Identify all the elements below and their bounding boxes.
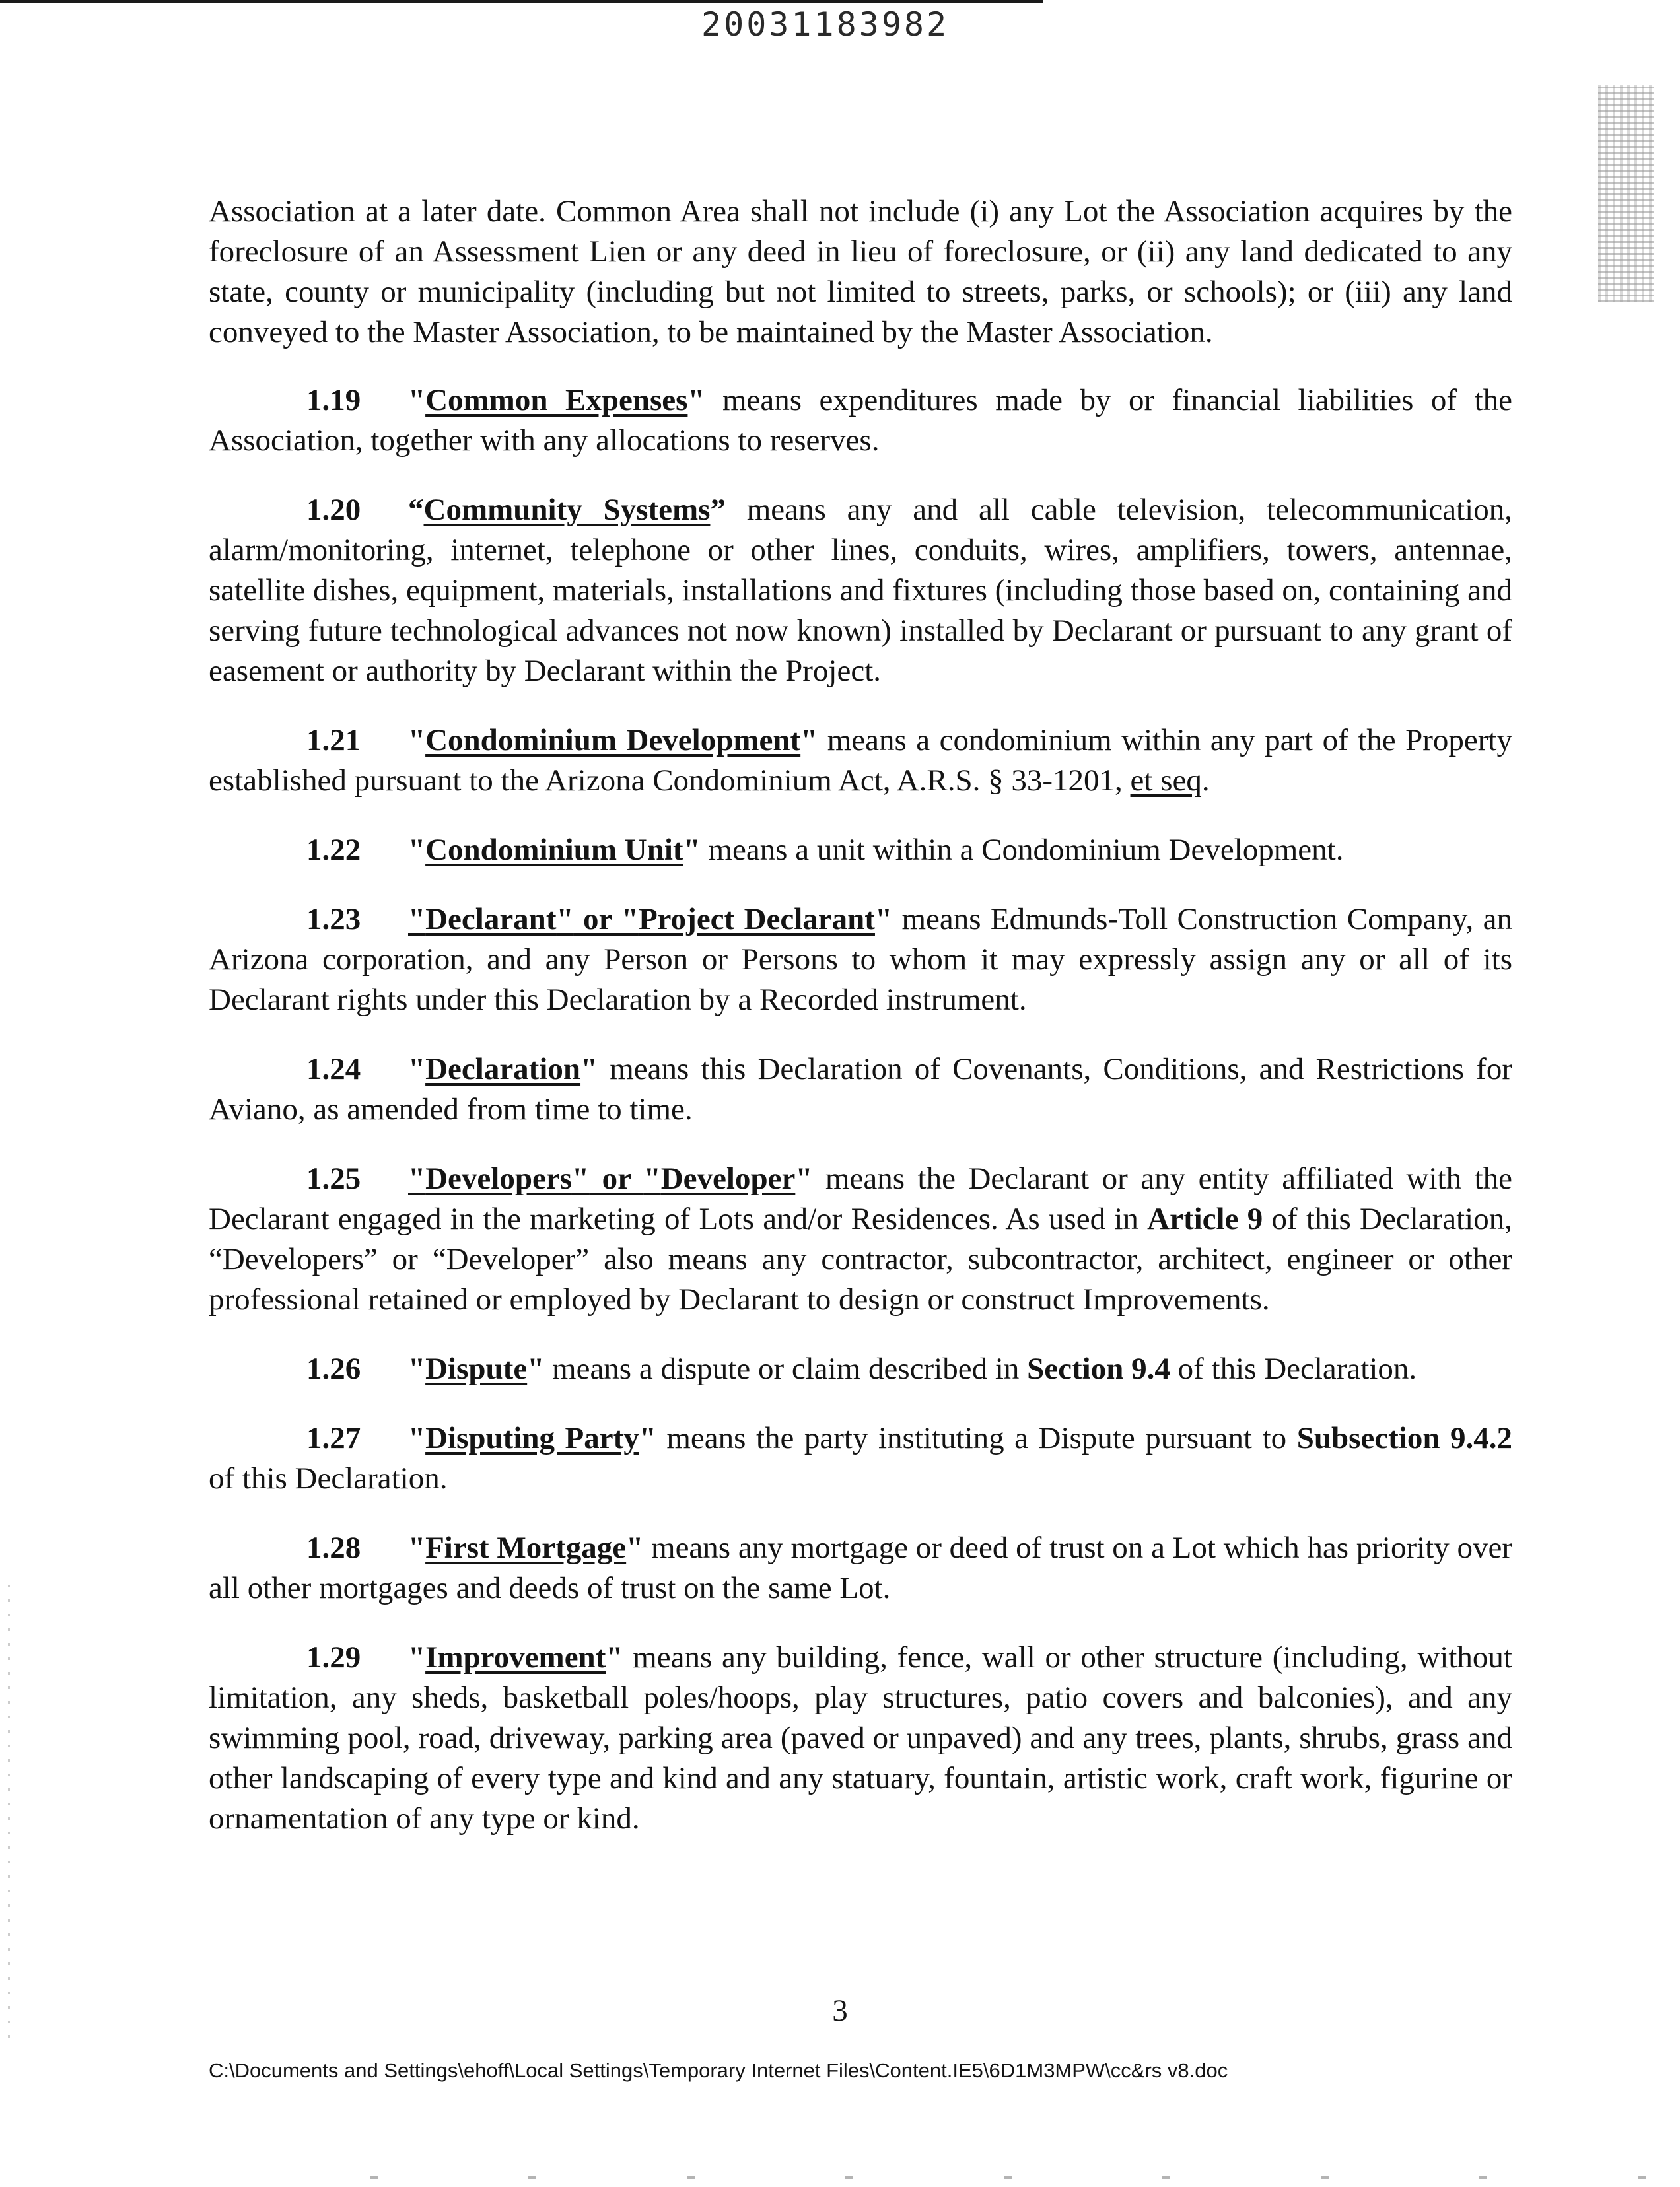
definition-1-27: 1.27 "Disputing Party" means the party instituting a Dispute pursuant to Subsection 9.4.2 of this Declaration.: [209, 1418, 1512, 1499]
scan-bottom-marks: [370, 2176, 1664, 2179]
defined-term: "Condominium Unit": [408, 833, 701, 867]
section-number: 1.28: [306, 1531, 361, 1565]
definition-1-26: 1.26 "Dispute" means a dispute or claim described in Section 9.4 of this Declaration.: [209, 1349, 1512, 1389]
defined-term: "Condominium Development": [408, 723, 818, 757]
definition-1-21: 1.21 "Condominium Development" means a condominium within any part of the Property established pursuant to the Arizona Condominium Act, A.R.S. § 33-1201, et seq.: [209, 720, 1512, 801]
defined-term: "Declaration": [408, 1052, 598, 1086]
section-number: 1.26: [306, 1352, 361, 1386]
cross-reference: Section 9.4: [1027, 1352, 1170, 1386]
defined-term: "Improvement": [408, 1640, 623, 1675]
definition-text: means Edmunds-Toll Construction Company, an Arizona corporation, and any Person or Persons to whom it may expressly assign any or all of its Declarant rights under this Declaration by a Recorded instrument.: [209, 902, 1512, 1017]
cross-reference: Subsection 9.4.2: [1296, 1421, 1512, 1455]
definition-1-29: [209, 1638, 1512, 1839]
definition-text: means any building, fence, wall or other structure (including, without limitation, any sheds, basketball poles/hoops, play structures, patio covers and balconies), and any swimming pool, road, driveway, parking area (paved or unpaved) and any trees, plants, shrubs, grass and other landscaping of every type and kind and any statuary, fountain, artistic work, craft work, figurine or ornamentation of any type or kind.: [209, 1640, 1512, 1836]
definition-text: means expenditures made by or financial liabilities of the Association, together with any allocations to reserves.: [209, 383, 1512, 458]
definition-1-19: [209, 380, 1512, 461]
definition-1-25: 1.25 "Developers" or "Developer" means the Declarant or any entity affiliated with the Declarant engaged in the marketing of Lots and/or Residences. As used in Article 9 of this Declaration, “Developers” or “Developer” also means any contractor, subcontractor, architect, engineer or other professional retained or employed by Declarant to design or construct Improvements.: [209, 1159, 1512, 1320]
definition-1-23: [209, 899, 1512, 1020]
definition-1-20: [209, 490, 1512, 691]
definition-text: means this Declaration of Covenants, Conditions, and Restrictions for Aviano, as amended from time to time.: [209, 1052, 1512, 1127]
section-number: 1.29: [306, 1640, 361, 1675]
defined-term: "Declarant" or "Project Declarant": [408, 902, 893, 936]
cross-reference: Article 9: [1147, 1202, 1263, 1236]
section-number: 1.25: [306, 1162, 361, 1196]
top-rule: [0, 0, 1043, 3]
section-number: 1.20: [306, 493, 361, 527]
section-number: 1.19: [306, 383, 361, 417]
definition-text: means a unit within a Condominium Development.: [700, 833, 1344, 867]
definition-text: means the Declarant or any entity affiliated with the Declarant engaged in the marketing of Lots and/or Residences. As used in: [209, 1162, 1513, 1236]
definition-text: means any and all cable television, telecommunication, alarm/monitoring, internet, telephone or other lines, conduits, wires, amplifiers, towers, antennae, satellite dishes, equipment, materials, installations and fixtures (including those based on, containing and serving future technological advances not now known) installed by Declarant or pursuant to any grant of easement or authority by Declarant within the Project.: [209, 493, 1512, 688]
recording-number: 20031183982: [701, 5, 950, 44]
definition-1-28: [209, 1528, 1512, 1609]
definition-1-22: [209, 830, 1512, 870]
et-seq: et seq: [1130, 763, 1202, 798]
defined-term: "Dispute": [408, 1352, 545, 1386]
definition-text: means any mortgage or deed of trust on a Lot which has priority over all other mortgages and deeds of trust on the same Lot.: [209, 1531, 1512, 1605]
page-number: 3: [832, 1994, 848, 2028]
definition-text: means a condominium within any part of the Property established pursuant to the Arizona Condominium Act, A.R.S. § 33-1201,: [209, 723, 1512, 798]
scan-margin-marks: [8, 1585, 10, 2047]
document-body: [209, 191, 1512, 1868]
footer-file-path: C:\Documents and Settings\ehoff\Local Settings\Temporary Internet Files\Content.IE5\6D1M3MPW\cc&rs v8.doc: [209, 2059, 1228, 2082]
definition-text: means a dispute or claim described in: [544, 1352, 1028, 1386]
defined-term: “Community Systems”: [408, 493, 726, 527]
definition-text: means the party instituting a Dispute pursuant to: [656, 1421, 1297, 1455]
section-number: 1.23: [306, 902, 361, 936]
section-number: 1.21: [306, 723, 361, 757]
scan-stamp-mark: [1598, 85, 1654, 302]
section-number: 1.22: [306, 833, 361, 867]
paragraph-intro: Association at a later date. Common Area shall not include (i) any Lot the Association acquires by the foreclosure of an Assessment Lien or any deed in lieu of foreclosure, or (ii) any land dedicated to any state, county or municipality (including but not limited to streets, parks, or schools); or (iii) any land conveyed to the Master Association, to be maintained by the Master Association.: [209, 194, 1512, 349]
section-number: 1.24: [306, 1052, 361, 1086]
defined-term: "Common Expenses": [408, 383, 705, 417]
defined-term: "First Mortgage": [408, 1531, 644, 1565]
definition-1-24: [209, 1049, 1512, 1130]
defined-term: "Disputing Party": [408, 1421, 656, 1455]
section-number: 1.27: [306, 1421, 361, 1455]
defined-term: "Developers" or "Developer": [408, 1162, 813, 1196]
